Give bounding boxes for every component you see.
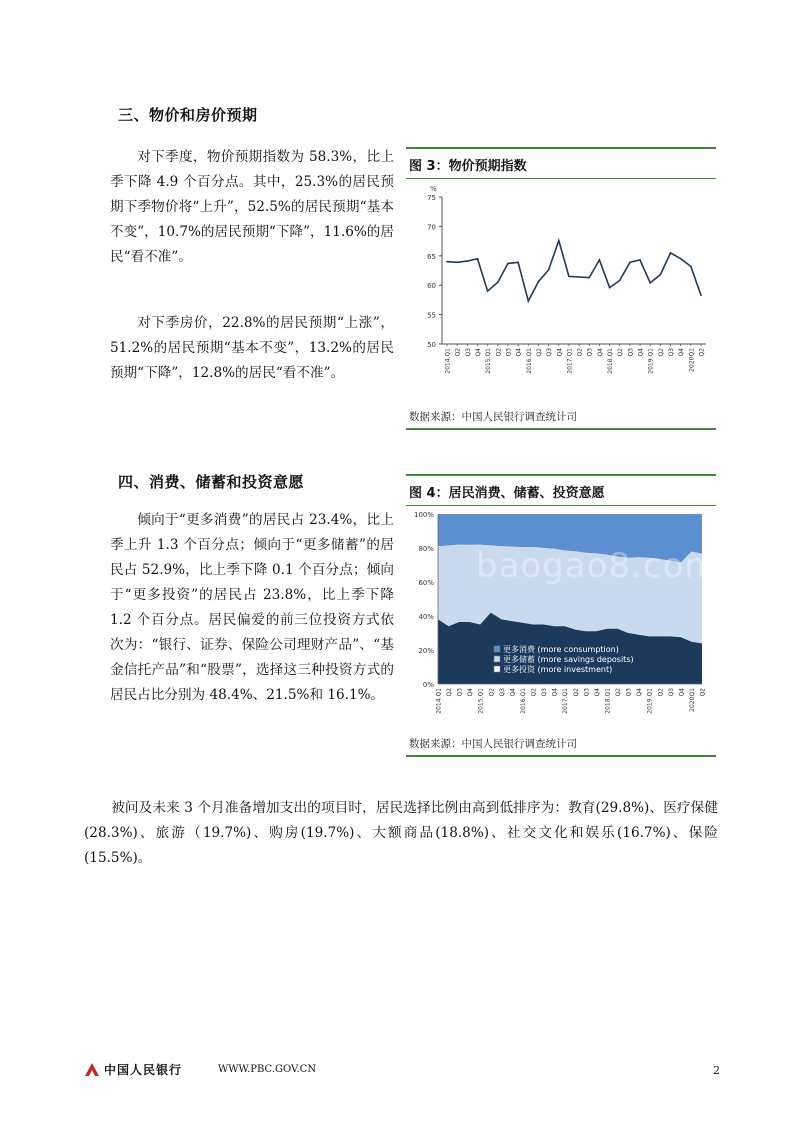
x-tick-label: Q2 xyxy=(615,688,623,697)
data-point xyxy=(609,287,611,289)
data-point xyxy=(507,263,509,265)
data-point xyxy=(660,274,662,276)
figure-3-title: 图 3：物价预期指数 xyxy=(409,159,527,174)
y-tick-label: 65 xyxy=(427,252,436,261)
bank-logo xyxy=(84,1061,182,1078)
legend-swatch xyxy=(494,656,500,662)
y-tick-label: 60% xyxy=(418,579,434,587)
legend-swatch xyxy=(494,666,500,672)
x-tick-label: Q2 xyxy=(446,688,454,697)
x-tick-label: Q4 xyxy=(467,688,475,697)
x-tick-label: Q2 xyxy=(454,348,462,357)
x-tick-label: Q2 xyxy=(488,688,496,697)
data-point xyxy=(517,261,519,263)
x-tick-label: 2014.Q1 xyxy=(435,688,443,714)
x-tick-label: Q2 xyxy=(576,348,584,357)
x-tick-label: Q2 xyxy=(617,348,625,357)
x-tick-label: Q2 xyxy=(657,348,665,357)
legend-label: 更多储蓄 (more savings deposits) xyxy=(503,655,634,664)
x-tick-label: Q2 xyxy=(572,688,580,697)
legend-swatch xyxy=(494,646,500,652)
data-point xyxy=(629,261,631,263)
figure-bottom-rule xyxy=(406,428,716,430)
y-tick-label: 40% xyxy=(418,613,434,621)
figure-3-source: 数据来源：中国人民银行调查统计司 xyxy=(409,411,577,423)
x-tick-label: Q3 xyxy=(505,348,513,357)
x-tick-label: 2017.Q1 xyxy=(566,348,574,374)
x-tick-label: 2014.Q1 xyxy=(444,348,452,374)
x-tick-label: 2015.Q1 xyxy=(485,348,493,374)
section-title-price-expectations: 三、物价和房价预期 xyxy=(118,106,258,124)
x-tick-label: Q4 xyxy=(556,348,564,357)
data-point xyxy=(619,280,621,282)
x-tick-label: 2016.Q1 xyxy=(519,688,527,714)
x-tick-label: Q4 xyxy=(678,688,686,697)
section-title-consumption-savings: 四、消费、储蓄和投资意愿 xyxy=(118,473,305,491)
data-point xyxy=(599,259,601,261)
data-point xyxy=(548,269,550,271)
watermark: baogao8.com xyxy=(476,546,719,586)
x-tick-label: Q3 xyxy=(625,688,633,697)
x-tick-label: Q2 xyxy=(495,348,503,357)
figure-bottom-rule xyxy=(406,755,716,757)
data-point xyxy=(588,277,590,279)
x-tick-label: Q4 xyxy=(593,688,601,697)
y-unit-label: % xyxy=(430,185,437,193)
price-expectation-line xyxy=(447,241,701,302)
y-tick-label: 80% xyxy=(418,545,434,553)
y-tick-label: 50 xyxy=(427,341,436,349)
x-tick-label: Q3 xyxy=(456,688,464,697)
y-tick-label: 60 xyxy=(427,282,436,291)
data-point xyxy=(467,260,469,262)
data-point xyxy=(568,276,570,278)
x-tick-label: 2020Q1 xyxy=(688,348,696,372)
figure-4-source: 数据来源：中国人民银行调查统计司 xyxy=(409,738,577,750)
page-number: 2 xyxy=(713,1064,720,1077)
page-footer xyxy=(84,1061,720,1083)
data-point xyxy=(680,258,682,260)
x-tick-label: Q3 xyxy=(583,688,591,697)
x-tick-label: 2019.Q1 xyxy=(646,688,654,714)
x-tick-label: 2018.Q1 xyxy=(607,348,615,374)
x-tick-label: Q2 xyxy=(699,688,707,697)
data-point xyxy=(649,282,651,284)
data-point xyxy=(456,261,458,263)
x-tick-label: 2019.Q1 xyxy=(647,348,655,374)
bank-name: 中国人民银行 xyxy=(104,1063,183,1077)
figure-3 xyxy=(406,147,716,430)
pbc-emblem-icon xyxy=(84,1062,100,1078)
x-tick-label: Q4 xyxy=(636,688,644,697)
x-tick-label: Q2 xyxy=(530,688,538,697)
data-point xyxy=(446,261,448,263)
x-tick-label: 2015.Q1 xyxy=(477,688,485,714)
data-point xyxy=(639,259,641,261)
x-tick-label: Q4 xyxy=(515,348,523,357)
data-point xyxy=(670,252,672,254)
footer-url-link[interactable]: WWW.PBC.GOV.CN xyxy=(218,1064,317,1075)
data-point xyxy=(700,294,702,296)
data-point xyxy=(477,258,479,260)
x-tick-label: Q3 xyxy=(498,688,506,697)
x-tick-label: 2016.Q1 xyxy=(525,348,533,374)
data-point xyxy=(558,240,560,242)
figure-4 xyxy=(406,474,719,757)
paragraph-spending-plans: 被问及未来 3 个月准备增加支出的项目时，居民选择比例由高到低排序为：教育(29.8%)、医疗保健 (28.3%)、旅游（19.7%)、购房(19.7%)、大额商品(18.8%)、社交文化和娱乐(16.7%)、保险(15.5%)。 xyxy=(84,800,718,866)
x-tick-label: Q3 xyxy=(668,348,676,357)
x-tick-label: Q3 xyxy=(541,688,549,697)
x-tick-label: 2020Q1 xyxy=(688,688,696,712)
x-tick-label: Q3 xyxy=(586,348,594,357)
legend-label: 更多投资 (more investment) xyxy=(503,665,613,674)
data-point xyxy=(487,290,489,292)
data-point xyxy=(527,300,529,302)
y-tick-label: 55 xyxy=(427,311,436,320)
x-tick-label: 2018.Q1 xyxy=(604,688,612,714)
paragraph-house-price-expectation: 对下季房价，22.8%的居民预期“上涨”，51.2%的居民预期“基本不变”，13.2%的居民预期“下降”，12.8%的居民“看不准”。 xyxy=(110,315,394,381)
x-tick-label: Q3 xyxy=(667,688,675,697)
consumption-savings-investment-area-chart xyxy=(406,506,716,732)
x-tick-label: Q4 xyxy=(509,688,517,697)
data-point xyxy=(690,266,692,268)
x-tick-label: Q3 xyxy=(546,348,554,357)
y-tick-label: 70 xyxy=(427,223,436,232)
figure-4-title: 图 4：居民消费、储蓄、投资意愿 xyxy=(409,486,605,501)
x-tick-label: Q4 xyxy=(596,348,604,357)
x-tick-label: Q3 xyxy=(464,348,472,357)
x-tick-label: Q3 xyxy=(627,348,635,357)
y-tick-label: 75 xyxy=(427,194,436,202)
data-point xyxy=(497,281,499,283)
paragraph-consumption-savings: 倾向于“更多消费”的居民占 23.4%，比上季上升 1.3 个百分点；倾向于“更多储蓄”的居民占 52.9%，比上季下降 0.1 个百分点；倾向于“更多投资”的居民占 23.8%，比上季下降 1.2 个百分点。居民偏爱的前三位投资方式依次为：“银行、证券、保险公司理财产品”、“基金信托产品”和“股票”，选择这三种投资方式的居民占比分别为 48.4%、21.5%和 16.1%。 xyxy=(110,512,394,703)
data-point xyxy=(578,276,580,278)
x-tick-label: Q4 xyxy=(637,348,645,357)
paragraph-price-expectation: 对下季度，物价预期指数为 58.3%，比上季下降 4.9 个百分点。其中，25.3%的居民预期下季物价将“上升”，52.5%的居民预期“基本不变”，10.7%的居民预期“下降”，11.6%的居民“看不准”。 xyxy=(110,149,394,265)
x-tick-label: Q4 xyxy=(551,688,559,697)
legend-label: 更多消费 (more consumption) xyxy=(503,645,619,654)
data-point xyxy=(538,281,540,283)
x-tick-label: Q4 xyxy=(678,348,686,357)
price-expectation-line-chart xyxy=(406,179,716,401)
y-tick-label: 20% xyxy=(418,647,434,655)
x-tick-label: Q2 xyxy=(535,348,543,357)
x-tick-label: Q2 xyxy=(698,348,706,357)
x-tick-label: 2017.Q1 xyxy=(562,688,570,714)
x-tick-label: Q4 xyxy=(474,348,482,357)
x-tick-label: Q2 xyxy=(657,688,665,697)
y-tick-label: 100% xyxy=(413,511,434,519)
y-tick-label: 0% xyxy=(422,681,434,689)
